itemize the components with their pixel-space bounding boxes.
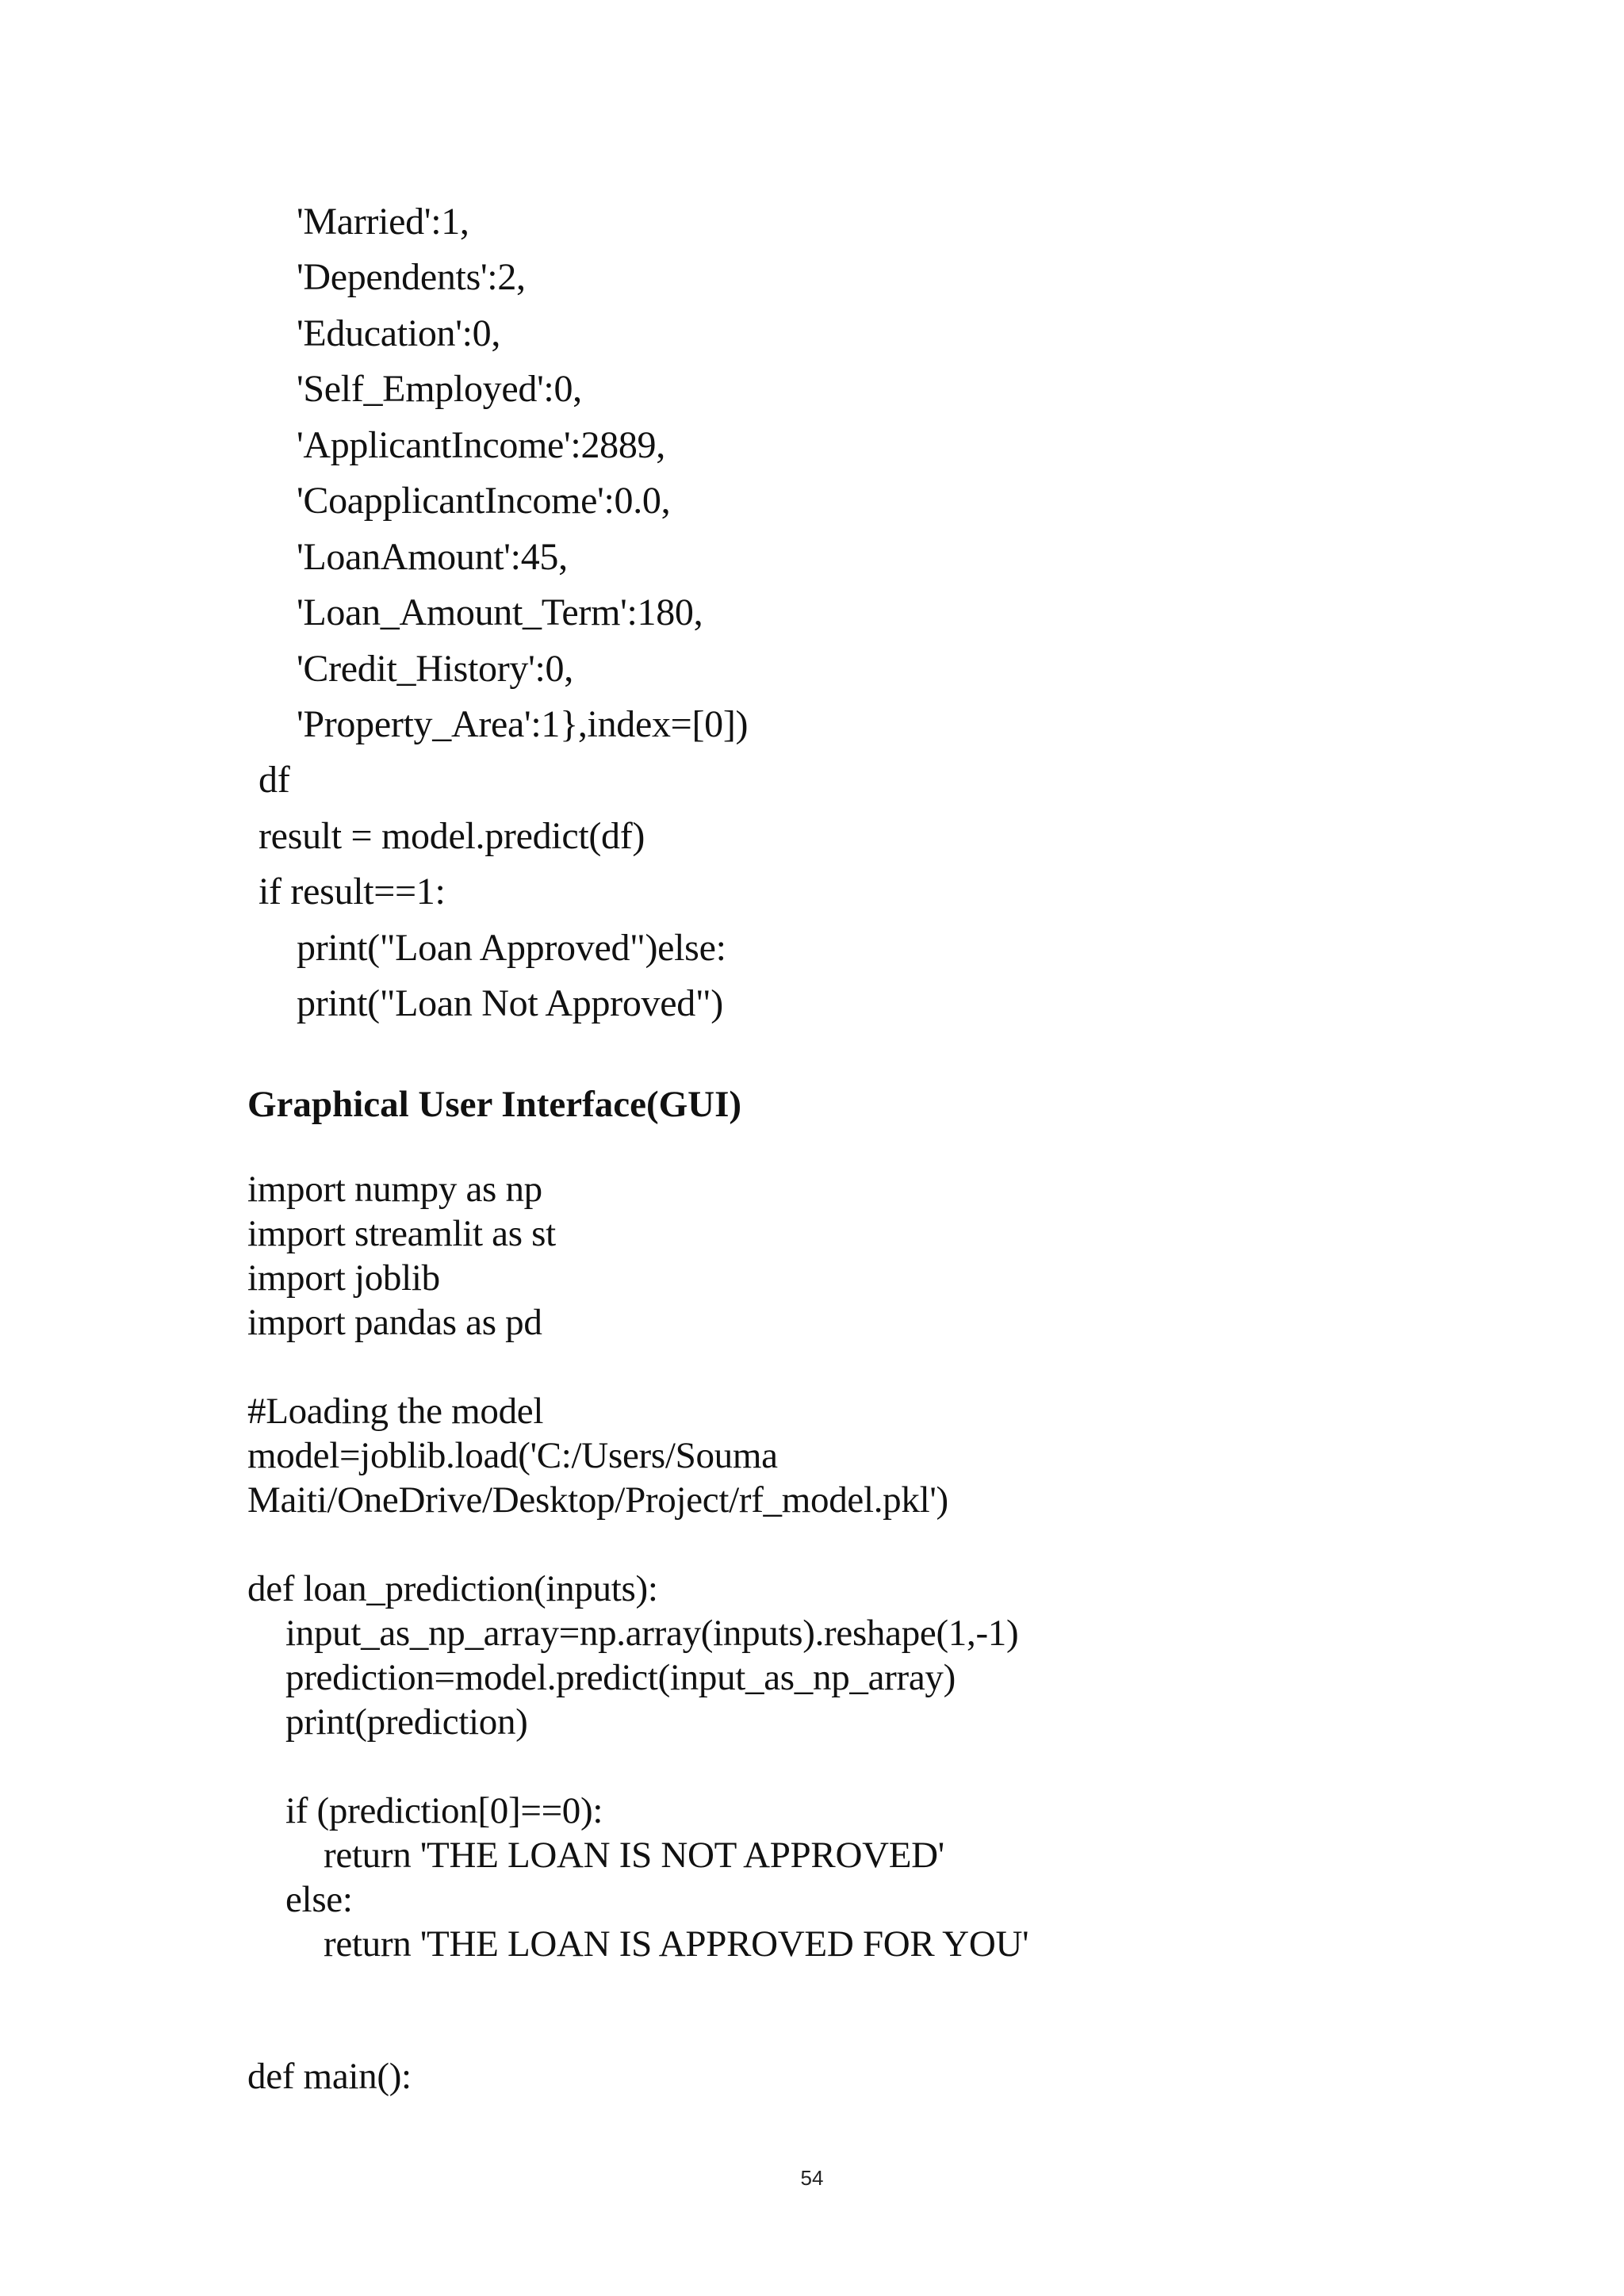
code-line: if (prediction[0]==0):: [285, 1790, 603, 1831]
code-line: import streamlit as st: [247, 1213, 556, 1254]
code-line: 'ApplicantIncome':2889,: [297, 424, 665, 466]
code-line: df: [259, 759, 290, 801]
code-line: print("Loan Not Approved"): [297, 982, 723, 1024]
code-line: return 'THE LOAN IS APPROVED FOR YOU': [324, 1923, 1029, 1965]
code-line: import joblib: [247, 1257, 440, 1299]
code-line: print(prediction): [285, 1701, 528, 1743]
code-line: 'Married':1,: [297, 201, 469, 243]
code-line: def main():: [247, 2056, 412, 2097]
code-line: def loan_prediction(inputs):: [247, 1568, 658, 1609]
code-line: else:: [285, 1879, 353, 1920]
code-line: input_as_np_array=np.array(inputs).reshape(1,-1): [285, 1613, 1019, 1654]
code-line: 'Property_Area':1},index=[0]): [297, 703, 749, 745]
code-line: 'Dependents':2,: [297, 256, 526, 298]
code-line: result = model.predict(df): [259, 815, 645, 857]
code-line: return 'THE LOAN IS NOT APPROVED': [324, 1835, 944, 1876]
code-line: prediction=model.predict(input_as_np_array): [285, 1657, 956, 1698]
code-line: model=joblib.load('C:/Users/Souma: [247, 1435, 778, 1476]
code-line: Maiti/OneDrive/Desktop/Project/rf_model.pkl'): [247, 1479, 948, 1521]
code-line: if result==1:: [259, 871, 446, 913]
code-line: 'Education':0,: [297, 312, 501, 354]
page-number: 54: [800, 2166, 824, 2190]
code-line: 'Self_Employed':0,: [297, 368, 582, 410]
code-line: 'LoanAmount':45,: [297, 536, 568, 578]
code-line: 'Credit_History':0,: [297, 648, 573, 690]
code-line: 'Loan_Amount_Term':180,: [297, 591, 703, 633]
code-line: print("Loan Approved")else:: [297, 927, 726, 969]
code-line: 'CoapplicantIncome':0.0,: [297, 480, 671, 522]
code-line: import numpy as np: [247, 1169, 542, 1210]
section-heading: Graphical User Interface(GUI): [247, 1084, 742, 1125]
code-comment: #Loading the model: [247, 1391, 544, 1432]
code-line: import pandas as pd: [247, 1302, 542, 1343]
